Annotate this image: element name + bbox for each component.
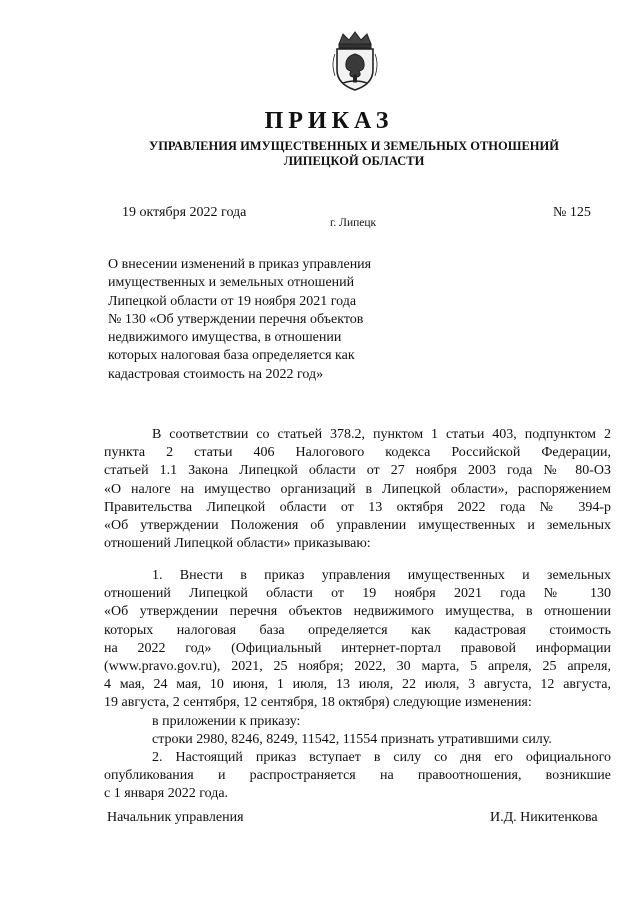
preamble-line: В соответствии со статьей 378.2, пунктом 1 статьи 403, подпунктом 2 <box>152 427 611 442</box>
item-1-line: которых налоговая база определяется как кадастровая стоимость <box>104 622 611 638</box>
organization-line: ЛИПЕЦКОЙ ОБЛАСТИ <box>283 154 425 168</box>
item-2-paragraph <box>104 749 611 804</box>
preamble-line: пункта 2 статьи 406 Налогового кодекса Российской Федерации, <box>104 445 611 461</box>
item-1-line: отношений Липецкой области от 19 ноября 2021 года № 130 <box>104 586 611 602</box>
signatory-position: Начальник управления <box>107 810 244 825</box>
item-1-line: 19 августа, 2 сентября, 12 сентября, 18 октября) следующие изменения: <box>104 695 532 711</box>
item-1-line: «Об утверждении перечня объектов недвижимого имущества, в отношении <box>104 604 611 620</box>
organization-name <box>0 139 640 169</box>
item-1-line: строки 2980, 8246, 8249, 11542, 11554 признать утратившими силу. <box>152 731 552 747</box>
signatory-name: И.Д. Никитенкова <box>490 810 598 825</box>
subject-line: имущественных и земельных отношений <box>108 275 355 291</box>
subject-line: Липецкой области от 19 ноября 2021 года <box>108 293 357 309</box>
subject-line: кадастровая стоимость на 2022 год» <box>108 366 324 382</box>
order-city: г. Липецк <box>330 217 377 229</box>
item-1-line: (www.pravo.gov.ru), 2021, 25 ноября; 2022, 30 марта, 5 апреля, 25 апреля, <box>104 659 611 675</box>
preamble-line: «О налоге на имущество организаций в Липецкой области», распоряжением <box>104 481 611 497</box>
item-1-line: 4 мая, 24 мая, 10 июня, 1 июля, 13 июля, 22 июля, 3 августа, 12 августа, <box>104 677 611 693</box>
item-1-line: на 2022 год» (Официальный интернет-портал правовой информации <box>104 640 611 656</box>
order-subject <box>108 256 371 384</box>
document-title: ПРИКАЗ <box>264 108 394 134</box>
item-1-paragraph <box>104 567 611 749</box>
organization-line: УПРАВЛЕНИЯ ИМУЩЕСТВЕННЫХ И ЗЕМЕЛЬНЫХ ОТНОШЕНИЙ <box>149 139 559 153</box>
item-2-line: 2. Настоящий приказ вступает в силу со дня его официального <box>152 750 611 765</box>
item-1-line: в приложении к приказу: <box>152 713 301 729</box>
preamble-paragraph <box>104 426 611 553</box>
lipetsk-coat-of-arms-icon <box>329 30 381 92</box>
preamble-line: Правительства Липецкой области от 13 октября 2022 года № 394-р <box>104 499 611 515</box>
order-date: 19 октября 2022 года <box>122 205 247 220</box>
subject-line: О внесении изменений в приказ управления <box>108 257 372 272</box>
preamble-line: статьей 1.1 Закона Липецкой области от 27 ноября 2003 года № 80-ОЗ <box>104 463 611 479</box>
item-1-line: 1. Внести в приказ управления имущественных и земельных <box>152 568 611 583</box>
preamble-line: отношений Липецкой области» приказываю: <box>104 536 371 552</box>
item-2-line: опубликования и распространяется на правоотношения, возникшие <box>104 768 611 784</box>
subject-line: недвижимого имущества, в отношении <box>108 330 342 346</box>
preamble-line: «Об утверждении Положения об управлении имущественных и земельных <box>104 518 611 534</box>
subject-line: № 130 «Об утверждении перечня объектов <box>108 311 364 327</box>
subject-line: которых налоговая база определяется как <box>108 348 355 364</box>
item-2-line: с 1 января 2022 года. <box>104 786 229 802</box>
order-number: № 125 <box>553 205 591 220</box>
